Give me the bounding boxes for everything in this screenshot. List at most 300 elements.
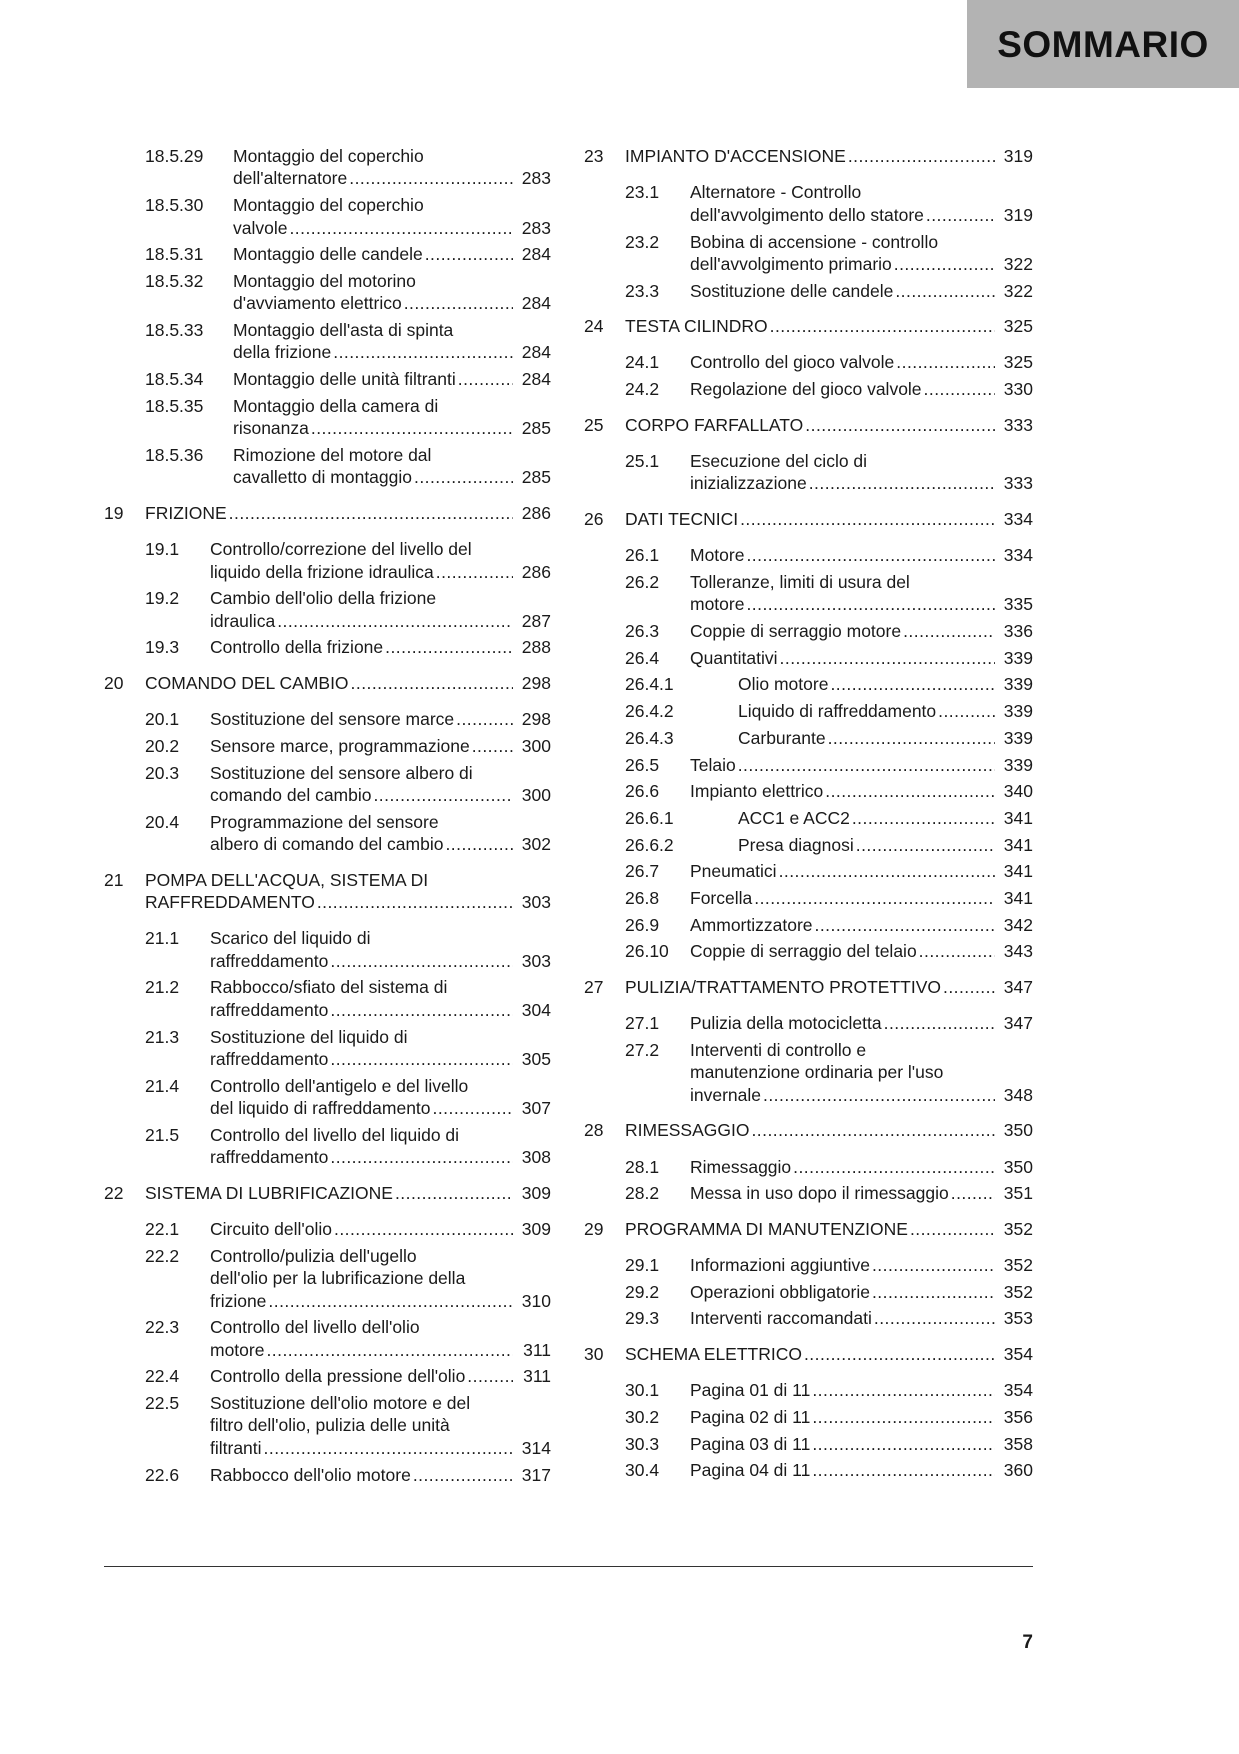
toc-entry-title-line: albero di comando del cambio	[210, 834, 444, 855]
toc-entry-number: 25	[584, 414, 604, 435]
toc-entry-title-line: Montaggio della camera di	[233, 395, 439, 416]
toc-entry[interactable]	[145, 927, 551, 972]
toc-entry-title-line: Pagina 01 di 11	[690, 1380, 811, 1401]
toc-entry-number: 22.1	[145, 1219, 180, 1239]
toc-entry-title-line: raffreddamento	[210, 999, 329, 1020]
dot-leader	[856, 834, 995, 856]
toc-entry-page: 354	[1003, 1380, 1033, 1401]
toc-entry-title-line: filtro dell'olio, pulizia delle unità	[210, 1415, 450, 1436]
toc-entry-page: 334	[1003, 545, 1033, 566]
toc-entry[interactable]	[625, 834, 1033, 856]
toc-chapter[interactable]	[584, 508, 1033, 530]
toc-chapter[interactable]	[584, 1119, 1033, 1141]
toc-entry[interactable]	[145, 636, 551, 658]
toc-entry-page: 314	[521, 1437, 551, 1458]
toc-entry-page: 304	[521, 999, 551, 1020]
toc-entry-number: 24.1	[625, 352, 660, 373]
toc-entry-number: 20.3	[145, 762, 180, 783]
dot-leader	[894, 253, 995, 275]
dot-leader	[770, 315, 995, 337]
dot-leader	[229, 502, 513, 524]
toc-entry-title-line: inizializzazione	[690, 473, 807, 494]
toc-entry-title-line: motore	[690, 594, 745, 615]
toc-entry-page: 358	[1003, 1433, 1033, 1454]
toc-entry-number: 25.1	[625, 450, 660, 471]
toc-entry-page: 340	[1003, 781, 1033, 802]
toc-entry-number: 22	[104, 1182, 124, 1203]
toc-right-column	[584, 145, 1033, 1486]
toc-entry-page: 356	[1003, 1407, 1033, 1427]
toc-entry-number: 26.7	[625, 861, 660, 882]
toc-chapter[interactable]	[584, 1343, 1033, 1365]
toc-entry[interactable]	[625, 1156, 1033, 1178]
dot-leader	[872, 1254, 995, 1276]
toc-entry-page: 309	[521, 1182, 551, 1203]
toc-entry-number: 26.8	[625, 888, 660, 909]
toc-entry-number: 26.2	[625, 571, 660, 592]
toc-entry-title-line: Controllo del livello dell'olio	[210, 1317, 420, 1338]
toc-entry[interactable]	[145, 708, 551, 730]
toc-entry[interactable]	[625, 1182, 1033, 1204]
toc-entry-number: 29.2	[625, 1281, 660, 1302]
toc-entry-page: 336	[1003, 620, 1033, 641]
toc-entry-page: 348	[1003, 1084, 1033, 1105]
dot-leader	[264, 1437, 513, 1459]
dot-leader	[884, 1012, 995, 1034]
toc-entry-title-line: Cambio dell'olio della frizione	[210, 588, 437, 609]
toc-entry-title-line: dell'alternatore	[233, 168, 348, 189]
toc-entry-page: 360	[1003, 1460, 1033, 1481]
toc-entry[interactable]	[625, 280, 1033, 302]
toc-entry-page: 305	[521, 1048, 551, 1069]
footer-divider	[104, 1566, 1033, 1567]
toc-entry-title-line: Scarico del liquido di	[210, 928, 371, 949]
dot-leader	[812, 1406, 995, 1428]
toc-entry-number: 27.1	[625, 1013, 660, 1034]
toc-entry-title-line: Rimozione del motore dal	[233, 444, 432, 465]
toc-entry-title-line: d'avviamento elettrico	[233, 293, 402, 314]
toc-entry-title-line: CORPO FARFALLATO	[625, 414, 804, 435]
toc-left-column	[104, 145, 551, 1490]
toc-entry-number: 28.1	[625, 1156, 660, 1177]
dot-leader	[872, 1281, 995, 1303]
dot-leader	[330, 1146, 513, 1168]
toc-entry-title-line: Sensore marce, programmazione	[210, 735, 470, 756]
dot-leader	[943, 976, 995, 998]
dot-leader	[926, 204, 995, 226]
toc-entry-title-line: PULIZIA/TRATTAMENTO PROTETTIVO	[625, 976, 941, 997]
page-number: 7	[1022, 1632, 1033, 1653]
toc-entry[interactable]	[145, 243, 551, 265]
toc-entry-page: 310	[521, 1290, 551, 1311]
toc-entry-title-line: RIMESSAGGIO	[625, 1120, 750, 1141]
dot-leader	[740, 508, 995, 530]
toc-entry-number: 24.2	[625, 379, 660, 400]
toc-entry-number: 28.2	[625, 1183, 660, 1204]
toc-entry[interactable]	[625, 378, 1033, 400]
toc-entry[interactable]	[625, 1379, 1033, 1401]
toc-chapter[interactable]	[104, 1182, 551, 1204]
toc-entry-number: 18.5.31	[145, 244, 204, 265]
dot-leader	[289, 217, 513, 239]
toc-chapter[interactable]	[584, 145, 1033, 167]
toc-entry-title-line: Controllo della frizione	[210, 637, 384, 658]
toc-entry-page: 298	[521, 709, 551, 730]
toc-entry-number: 26.5	[625, 754, 660, 775]
toc-entry[interactable]	[145, 976, 551, 1021]
toc-entry[interactable]	[145, 811, 551, 856]
dot-leader	[311, 417, 513, 439]
toc-entry-title-line: raffreddamento	[210, 1048, 329, 1069]
toc-entry-number: 29.3	[625, 1308, 660, 1329]
dot-leader	[751, 1119, 995, 1141]
dot-leader	[812, 1459, 995, 1481]
toc-entry-page: 283	[521, 168, 551, 189]
toc-entry-title-line: Controllo del livello del liquido di	[210, 1124, 460, 1145]
toc-entry[interactable]	[145, 1026, 551, 1071]
toc-entry[interactable]	[625, 780, 1033, 802]
toc-entry-title-line: Sostituzione del sensore marce	[210, 709, 455, 730]
toc-entry-title-line: Motore	[690, 545, 745, 566]
toc-entry-title-line: dell'avvolgimento primario	[690, 253, 892, 274]
toc-chapter[interactable]	[584, 315, 1033, 337]
toc-entry[interactable]	[145, 587, 551, 632]
toc-entry-number: 21.3	[145, 1026, 180, 1047]
toc-entry[interactable]	[625, 1307, 1033, 1329]
toc-entry-number: 26.6	[625, 781, 660, 802]
toc-entry[interactable]	[625, 1406, 1033, 1428]
toc-entry-number: 30.2	[625, 1407, 660, 1427]
toc-entry-number: 26.4.3	[625, 727, 674, 748]
toc-entry-page: 341	[1003, 861, 1033, 882]
dot-leader	[903, 620, 995, 642]
dot-leader	[809, 472, 995, 494]
toc-entry-number: 26.1	[625, 545, 660, 566]
toc-entry-page: 284	[521, 244, 551, 265]
toc-entry-title-line: Coppie di serraggio del telaio	[690, 941, 917, 962]
toc-entry-title-line: raffreddamento	[210, 950, 329, 971]
toc-entry-title-line: Rimessaggio	[690, 1156, 792, 1177]
toc-entry[interactable]	[145, 1365, 551, 1387]
toc-entry-title-line: COMANDO DEL CAMBIO	[145, 672, 349, 693]
toc-entry-title-line: Montaggio del motorino	[233, 270, 416, 291]
toc-entry[interactable]	[625, 940, 1033, 962]
toc-entry-title-line: Controllo dell'antigelo e del livello	[210, 1075, 469, 1096]
toc-entry-page: 352	[1003, 1281, 1033, 1302]
toc-entry[interactable]	[145, 1392, 551, 1459]
toc-entry-title-line: Informazioni aggiuntive	[690, 1255, 870, 1276]
dot-leader	[334, 1218, 513, 1240]
toc-entry[interactable]	[145, 1218, 551, 1240]
toc-entry[interactable]	[625, 620, 1033, 642]
toc-entry[interactable]	[625, 1012, 1033, 1034]
toc-entry-number: 20.1	[145, 709, 180, 730]
toc-entry-page: 341	[1003, 888, 1033, 909]
toc-entry-page: 284	[521, 293, 551, 314]
toc-entry-page: 339	[1003, 701, 1033, 722]
toc-entry-title-line: Carburante	[738, 727, 826, 748]
toc-entry-title-line: Montaggio del coperchio	[233, 146, 424, 166]
toc-entry-number: 26.6.1	[625, 807, 674, 828]
toc-entry-title-line: motore	[210, 1339, 265, 1360]
toc-entry-title-line: Sostituzione dell'olio motore e del	[210, 1393, 471, 1414]
dot-leader	[895, 280, 995, 302]
toc-entry[interactable]	[625, 571, 1033, 616]
toc-entry[interactable]	[145, 145, 551, 190]
toc-entry-number: 21.1	[145, 928, 180, 949]
toc-entry-page: 341	[1003, 834, 1033, 855]
toc-entry-number: 21.2	[145, 977, 180, 998]
dot-leader	[351, 672, 513, 694]
toc-entry[interactable]	[145, 1316, 551, 1361]
toc-entry-title-line: filtranti	[210, 1437, 262, 1458]
toc-entry-page: 303	[521, 950, 551, 971]
toc-entry-number: 18.5.32	[145, 270, 204, 291]
toc-chapter[interactable]	[104, 672, 551, 694]
toc-entry-number: 26.6.2	[625, 834, 674, 855]
dot-leader	[445, 833, 513, 855]
toc-entry-page: 334	[1003, 508, 1033, 529]
toc-entry-number: 26.9	[625, 914, 660, 935]
toc-chapter[interactable]	[584, 414, 1033, 436]
dot-leader	[746, 544, 995, 566]
dot-leader	[896, 351, 995, 373]
toc-entry[interactable]	[625, 231, 1033, 276]
toc-entry-page: 343	[1003, 941, 1033, 962]
toc-entry-title-line: Pneumatici	[690, 861, 777, 882]
toc-entry-number: 22.5	[145, 1393, 180, 1414]
toc-entry[interactable]	[145, 1124, 551, 1169]
toc-entry-page: 298	[521, 672, 551, 693]
dot-leader	[780, 647, 995, 669]
dot-leader	[812, 1379, 995, 1401]
toc-chapter[interactable]	[584, 1218, 1033, 1240]
toc-entry-page: 339	[1003, 647, 1033, 668]
toc-entry-title-line: Pagina 03 di 11	[690, 1433, 811, 1454]
toc-entry-title-line: Ammortizzatore	[690, 914, 813, 935]
toc-entry-number: 29.1	[625, 1255, 660, 1276]
toc-entry-number: 19	[104, 502, 124, 523]
toc-entry[interactable]	[625, 860, 1033, 882]
toc-chapter[interactable]	[104, 869, 551, 914]
toc-entry-title-line: Programmazione del sensore	[210, 811, 439, 832]
toc-entry[interactable]	[625, 351, 1033, 373]
dot-leader	[277, 610, 513, 632]
toc-entry-page: 286	[521, 502, 551, 523]
dot-leader	[812, 1433, 995, 1455]
toc-entry-title-line: Montaggio del coperchio	[233, 195, 424, 216]
toc-entry-title-line: DATI TECNICI	[625, 508, 739, 529]
toc-entry-title-line: invernale	[690, 1084, 762, 1105]
toc-entry-page: 354	[1003, 1343, 1033, 1364]
toc-entry-number: 24	[584, 316, 604, 337]
toc-entry[interactable]	[625, 914, 1033, 936]
toc-entry-page: 307	[521, 1098, 551, 1119]
toc-entry-page: 317	[521, 1464, 551, 1485]
toc-entry-title-line: FRIZIONE	[145, 502, 227, 523]
toc-entry-title-line: frizione	[210, 1290, 267, 1311]
toc-entry[interactable]	[145, 194, 551, 239]
dot-leader	[951, 1182, 995, 1204]
toc-entry[interactable]	[145, 395, 551, 440]
dot-leader	[472, 735, 513, 757]
dot-leader	[919, 940, 995, 962]
toc-entry-title-line: Controllo del gioco valvole	[690, 352, 895, 373]
toc-entry[interactable]	[625, 887, 1033, 909]
toc-entry[interactable]	[145, 1464, 551, 1486]
toc-entry-title-line: Messa in uso dopo il rimessaggio	[690, 1183, 949, 1204]
toc-entry-title-line: Bobina di accensione - controllo	[690, 231, 939, 252]
toc-entry-title-line: Controllo/pulizia dell'ugello	[210, 1245, 417, 1266]
toc-entry-page: 322	[1003, 253, 1033, 274]
toc-entry-title-line: Liquido di raffreddamento	[738, 701, 937, 722]
toc-entry[interactable]	[145, 444, 551, 489]
dot-leader	[738, 754, 995, 776]
toc-entry-title-line: Pulizia della motocicletta	[690, 1013, 882, 1034]
toc-entry-number: 19.2	[145, 588, 180, 609]
toc-entry[interactable]	[145, 319, 551, 364]
toc-entry[interactable]	[145, 1245, 551, 1312]
toc-entry-number: 26.3	[625, 620, 660, 641]
dot-leader	[425, 243, 513, 265]
toc-entry-title-line: Presa diagnosi	[738, 834, 854, 855]
toc-entry[interactable]	[145, 735, 551, 757]
toc-entry[interactable]	[145, 538, 551, 583]
toc-entry-number: 22.2	[145, 1245, 180, 1266]
toc-entry[interactable]	[625, 544, 1033, 566]
toc-entry-title-line: manutenzione ordinaria per l'uso	[690, 1062, 944, 1083]
dot-leader	[404, 292, 513, 314]
toc-entry[interactable]	[625, 450, 1033, 495]
toc-entry-page: 309	[521, 1219, 551, 1239]
toc-entry[interactable]	[625, 1039, 1033, 1106]
toc-entry-title-line: Rabbocco dell'olio motore	[210, 1464, 411, 1485]
toc-entry-title-line: SISTEMA DI LUBRIFICAZIONE	[145, 1182, 393, 1203]
toc-entry-page: 347	[1003, 1013, 1033, 1034]
dot-leader	[414, 466, 513, 488]
dot-leader	[456, 708, 513, 730]
toc-entry[interactable]	[625, 754, 1033, 776]
toc-entry-page: 352	[1003, 1255, 1033, 1276]
toc-entry-title-line: idraulica	[210, 610, 276, 631]
toc-entry-page: 330	[1003, 379, 1033, 400]
dot-leader	[754, 887, 995, 909]
toc-entry-title-line: Montaggio dell'asta di spinta	[233, 320, 454, 341]
toc-entry[interactable]	[625, 181, 1033, 226]
toc-entry-page: 342	[1003, 914, 1033, 935]
toc-entry-page: 350	[1003, 1120, 1033, 1141]
dot-leader	[815, 914, 995, 936]
toc-entry-page: 288	[521, 637, 551, 658]
dot-leader	[349, 167, 513, 189]
toc-entry-number: 22.6	[145, 1464, 180, 1485]
dot-leader	[266, 1339, 513, 1361]
toc-entry-page: 300	[521, 735, 551, 756]
toc-entry-number: 26.4.1	[625, 674, 674, 695]
toc-entry-number: 22.3	[145, 1317, 180, 1338]
toc-entry[interactable]	[145, 368, 551, 390]
toc-entry-page: 322	[1003, 280, 1033, 301]
toc-entry-number: 26.4	[625, 647, 660, 668]
toc-entry-number: 22.4	[145, 1366, 180, 1387]
toc-entry-page: 319	[1003, 204, 1033, 225]
toc-entry-title-line: PROGRAMMA DI MANUTENZIONE	[625, 1218, 908, 1239]
section-title: SOMMARIO	[997, 24, 1209, 65]
toc-entry[interactable]	[625, 1433, 1033, 1455]
toc-entry-title-line: Sostituzione delle candele	[690, 280, 894, 301]
toc-entry-number: 19.3	[145, 637, 180, 658]
toc-entry[interactable]	[625, 807, 1033, 829]
dot-leader	[436, 561, 513, 583]
toc-entry-title-line: Impianto elettrico	[690, 781, 824, 802]
toc-chapter[interactable]	[584, 976, 1033, 998]
dot-leader	[804, 1343, 995, 1365]
toc-entry-number: 20.2	[145, 735, 180, 756]
toc-entry-title-line: del liquido di raffreddamento	[210, 1098, 431, 1119]
toc-chapter[interactable]	[104, 502, 551, 524]
toc-entry-page: 339	[1003, 674, 1033, 695]
toc-entry-number: 30.1	[625, 1380, 660, 1401]
toc-entry-title-line: cavalletto di montaggio	[233, 467, 412, 488]
toc-entry-title-line: Olio motore	[738, 674, 829, 695]
toc-entry-title-line: Telaio	[690, 754, 736, 775]
toc-entry-number: 18.5.30	[145, 195, 204, 216]
toc-entry-page: 284	[521, 369, 551, 390]
toc-entry[interactable]	[625, 1281, 1033, 1303]
toc-entry-title-line: SCHEMA ELETTRICO	[625, 1343, 802, 1364]
toc-entry-title-line: Quantitativi	[690, 647, 778, 668]
toc-entry-title-line: Regolazione del gioco valvole	[690, 379, 922, 400]
toc-entry[interactable]	[625, 647, 1033, 669]
dot-leader	[458, 368, 513, 390]
toc-entry-title-line: Controllo/correzione del livello del	[210, 539, 472, 560]
toc-entry-title-line: RAFFREDDAMENTO	[145, 891, 315, 912]
toc-entry[interactable]	[145, 270, 551, 315]
toc-entry-title-line: Sostituzione del sensore albero di	[210, 762, 473, 783]
toc-entry[interactable]	[145, 1075, 551, 1120]
toc-entry[interactable]	[625, 727, 1033, 749]
toc-entry-page: 350	[1003, 1156, 1033, 1177]
toc-entry[interactable]	[145, 762, 551, 807]
dot-leader	[828, 727, 995, 749]
dot-leader	[910, 1218, 995, 1240]
toc-entry[interactable]	[625, 700, 1033, 722]
toc-entry[interactable]	[625, 673, 1033, 695]
toc-entry-page: 333	[1003, 414, 1033, 435]
toc-entry[interactable]	[625, 1254, 1033, 1276]
toc-entry-page: 341	[1003, 807, 1033, 828]
toc-entry-number: 21.5	[145, 1124, 180, 1145]
toc-entry-title-line: Montaggio delle candele	[233, 244, 423, 265]
dot-leader	[373, 784, 513, 806]
toc-entry-title-line: raffreddamento	[210, 1147, 329, 1168]
toc-entry-number: 19.1	[145, 539, 180, 560]
toc-entry-page: 351	[1003, 1183, 1033, 1204]
toc-entry-title-line: dell'avvolgimento dello statore	[690, 204, 924, 225]
toc-entry-title-line: Pagina 04 di 11	[690, 1460, 811, 1481]
toc-entry-title-line: liquido della frizione idraulica	[210, 561, 434, 582]
toc-entry[interactable]	[625, 1459, 1033, 1481]
toc-entry-title-line: Forcella	[690, 888, 753, 909]
dot-leader	[330, 999, 513, 1021]
toc-entry-page: 284	[521, 342, 551, 363]
toc-entry-title-line: Rabbocco/sfiato del sistema di	[210, 977, 448, 998]
toc-entry-page: 300	[521, 785, 551, 806]
toc-entry-title-line: dell'olio per la lubrificazione della	[210, 1268, 466, 1289]
dot-leader	[763, 1084, 995, 1106]
dot-leader	[874, 1307, 995, 1329]
dot-leader	[413, 1464, 513, 1486]
